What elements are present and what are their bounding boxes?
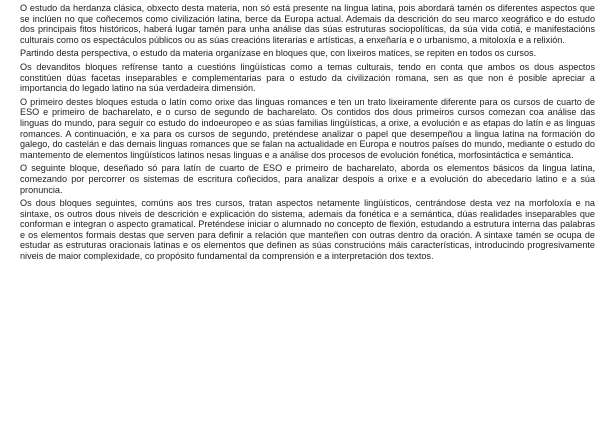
paragraph-2: Partindo desta perspectiva, o estudo da materia organízase en bloques que, con lixeiros matices, se repiten en todos os cursos.	[20, 48, 537, 59]
paragraph-4: O primeiro destes bloques estuda o latín como orixe das linguas romances e ten un trato lixeiramente diferente para os cursos de cuarto de ESO e primeiro de bacharelato, e o curso de segundo de bacharelato. Os contidos dos dous primeiros cursos comezan coa análise das linguas do mundo, para seguir co estudo do indoeuropeo e as súas familias lingüísticas, a orixe, a evolución e as etapas do latín e as linguas romances. A continuación, e xa para os cursos de segundo, preténdese analizar o papel que desempeñou a lingua latina na formación do galego, do castelán e das demais linguas romances que se falan na actualidade en Europa e noutros países do mundo, mediante o estudo do mantemento de elementos lingüísticos latinos nesas linguas e a análise dos procesos de evolución fonética, morfosintáctica e semántica.	[20, 96, 595, 160]
paragraph-6: Os dous bloques seguintes, comúns aos tres cursos, tratan aspectos netamente lingüísticos, centrándose desta vez na morfoloxía e na sintaxe, os outros dous niveis de descrición e explicación do sistema, ademais da fonética e a semántica, dúas realidades inseparables que conforman e integran o aspecto gramatical. Preténdese iniciar o alumnado no concepto de flexión, estudando a estrutura interna das palabras e os elementos formais destas que serven para definir a relación que manteñen con outras dentro da oración. A sintaxe tamén se ocupa de estudar as estruturas oracionais latinas e os elementos que definen as súas construcións máis características, introducindo progresivamente niveis de maior complexidade, co propósito fundamental da comprensión e a interpretación dos textos.	[20, 198, 595, 262]
paragraph-1: O estudo da herdanza clásica, obxecto desta materia, non só está presente na lingua latina, pois abordará tamén os diferentes aspectos que se inclúen no que coñecemos como civilización latina, berce da Europa actual. Ademais da descrición do seu marco xeográfico e do estudo dos principais fitos históricos, haberá lugar tamén para unha análise das súas estruturas sociopolíticas, da súa vida cotiá, e manifestacións culturais como os espectáculos públicos ou as súas creacións literarias e artísticas, a enxeñaría e o urbanismo, a mitoloxía e a relixión.	[20, 3, 595, 45]
paragraph-5: O seguinte bloque, deseñado só para latín de cuarto de ESO e primeiro de bacharelato, aborda os elementos básicos da lingua latina, comezando por percorrer os sistemas de escritura coñecidos, para analizar despois a orixe e a evolución do abecedario latino e a súa pronuncia.	[20, 163, 595, 195]
paragraph-3: Os devanditos bloques refírense tanto a cuestións lingüísticas como a temas culturais, tendo en conta que ambos os dous aspectos constitúen dúas facetas inseparables e complementarias para o estudo da civilización romana, sen as que non é posible apreciar a importancia do legado latino na súa verdadeira dimensión.	[20, 61, 595, 94]
